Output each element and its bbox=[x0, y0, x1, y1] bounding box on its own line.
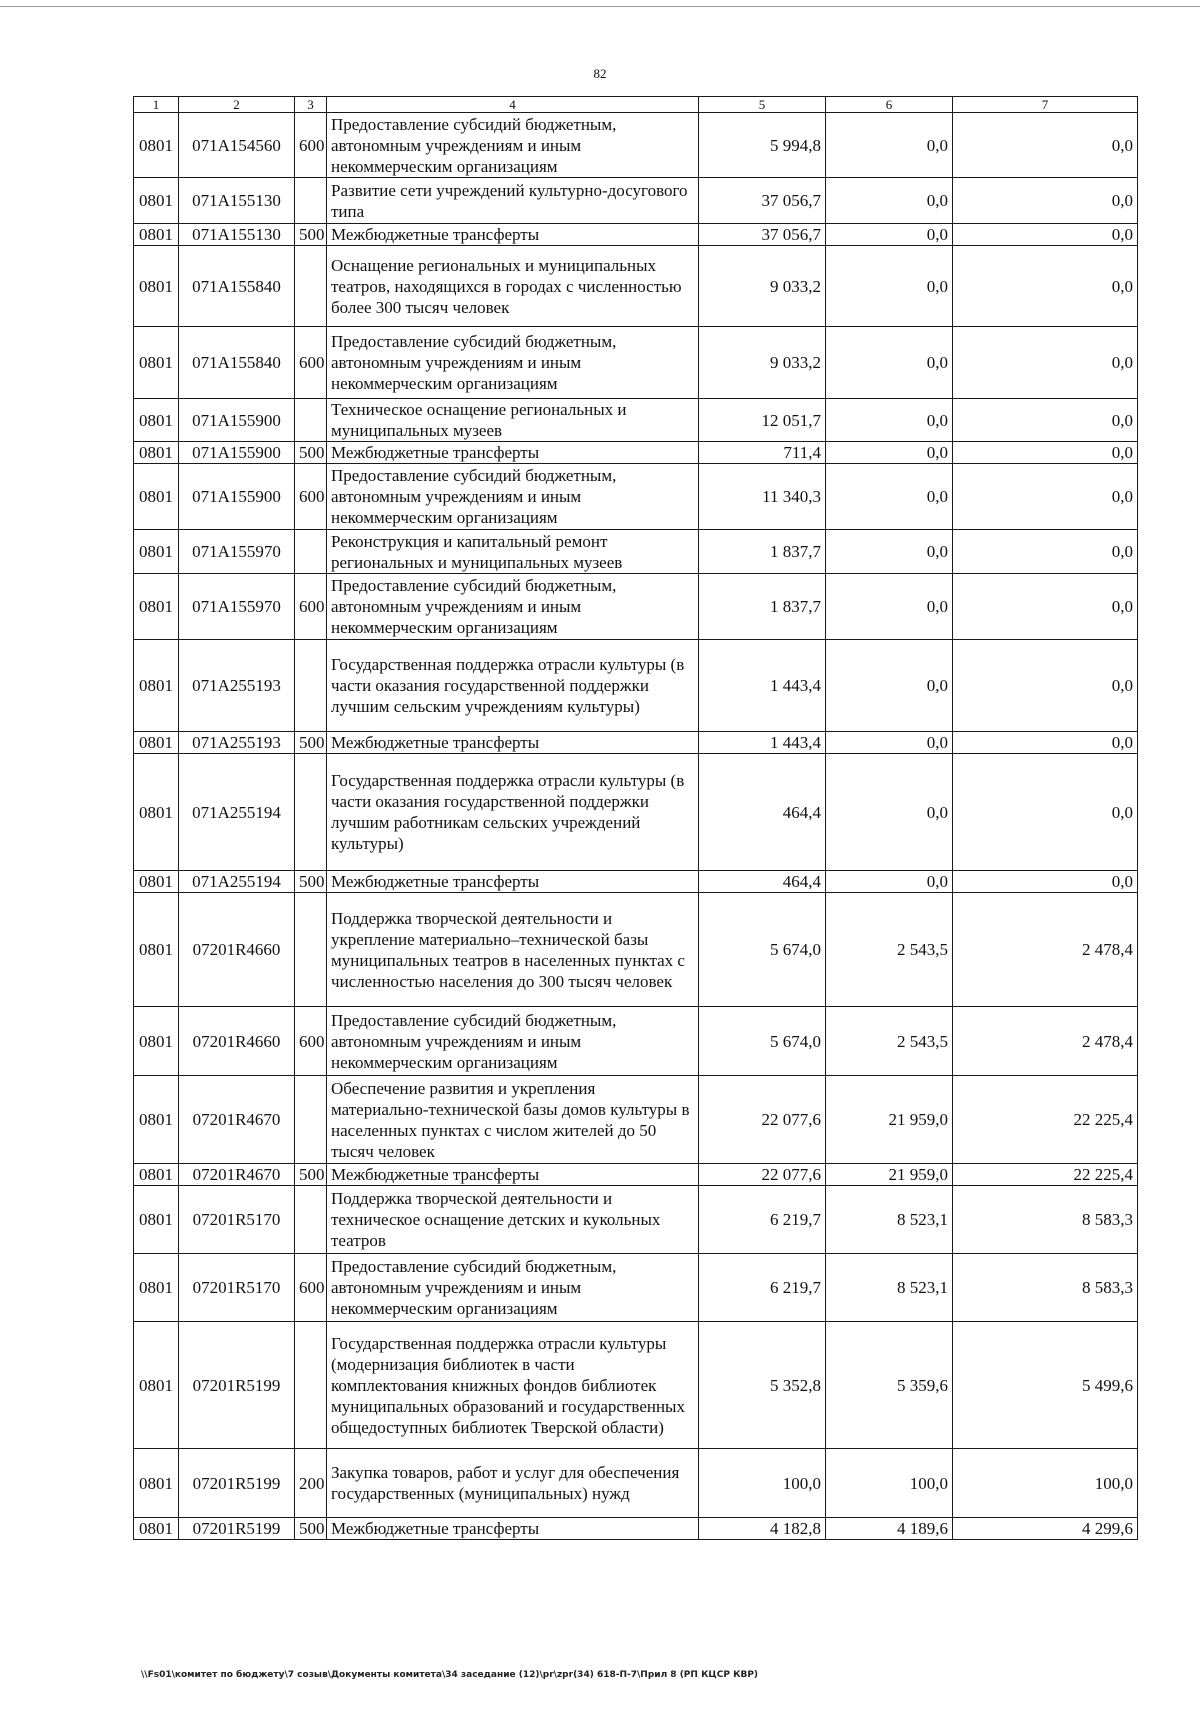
table-row bbox=[134, 178, 1138, 224]
item-name: Оснащение региональных и муниципальных театров, находящихся в городах с численностью более 300 тысяч человек bbox=[327, 246, 699, 327]
item-name: Межбюджетные трансферты bbox=[327, 1164, 699, 1186]
amount-year-2: 0,0 bbox=[826, 399, 953, 442]
item-name: Межбюджетные трансферты bbox=[327, 224, 699, 246]
amount-year-1: 1 443,4 bbox=[699, 732, 826, 754]
expense-type-code: 500 bbox=[295, 732, 327, 754]
item-name: Поддержка творческой деятельности и укрепление материально–технической базы муниципальных театров в населенных пунктах с численностью населения до 300 тысяч человек bbox=[327, 893, 699, 1007]
expense-type-code bbox=[295, 893, 327, 1007]
amount-year-1: 6 219,7 bbox=[699, 1254, 826, 1322]
amount-year-2: 21 959,0 bbox=[826, 1076, 953, 1164]
amount-year-2: 5 359,6 bbox=[826, 1322, 953, 1449]
expense-type-code: 500 bbox=[295, 1164, 327, 1186]
section-code: 0801 bbox=[134, 1518, 179, 1540]
expense-type-code: 500 bbox=[295, 1518, 327, 1540]
table-row bbox=[134, 640, 1138, 732]
amount-year-2: 0,0 bbox=[826, 464, 953, 530]
item-name: Реконструкция и капитальный ремонт региональных и муниципальных музеев bbox=[327, 530, 699, 574]
amount-year-1: 4 182,8 bbox=[699, 1518, 826, 1540]
column-header: 5 bbox=[699, 97, 826, 113]
amount-year-1: 5 674,0 bbox=[699, 893, 826, 1007]
amount-year-2: 0,0 bbox=[826, 327, 953, 399]
amount-year-3: 0,0 bbox=[953, 871, 1138, 893]
amount-year-2: 0,0 bbox=[826, 113, 953, 178]
target-article-code: 071A155130 bbox=[179, 224, 295, 246]
table-row bbox=[134, 246, 1138, 327]
table-row bbox=[134, 1164, 1138, 1186]
amount-year-1: 464,4 bbox=[699, 871, 826, 893]
table-row bbox=[134, 1518, 1138, 1540]
amount-year-2: 0,0 bbox=[826, 530, 953, 574]
section-code: 0801 bbox=[134, 113, 179, 178]
item-name: Техническое оснащение региональных и муниципальных музеев bbox=[327, 399, 699, 442]
amount-year-3: 0,0 bbox=[953, 754, 1138, 871]
section-code: 0801 bbox=[134, 574, 179, 640]
section-code: 0801 bbox=[134, 893, 179, 1007]
item-name: Межбюджетные трансферты bbox=[327, 1518, 699, 1540]
target-article-code: 071A255194 bbox=[179, 754, 295, 871]
amount-year-3: 22 225,4 bbox=[953, 1164, 1138, 1186]
section-code: 0801 bbox=[134, 871, 179, 893]
amount-year-2: 8 523,1 bbox=[826, 1254, 953, 1322]
item-name: Развитие сети учреждений культурно-досугового типа bbox=[327, 178, 699, 224]
expense-type-code: 600 bbox=[295, 464, 327, 530]
item-name: Межбюджетные трансферты bbox=[327, 732, 699, 754]
target-article-code: 071A255194 bbox=[179, 871, 295, 893]
column-header: 2 bbox=[179, 97, 295, 113]
expense-type-code bbox=[295, 640, 327, 732]
amount-year-1: 100,0 bbox=[699, 1449, 826, 1518]
expense-type-code bbox=[295, 1322, 327, 1449]
table-row bbox=[134, 574, 1138, 640]
section-code: 0801 bbox=[134, 1322, 179, 1449]
item-name: Предоставление субсидий бюджетным, автономным учреждениям и иным некоммерческим организациям bbox=[327, 1007, 699, 1076]
table-row bbox=[134, 224, 1138, 246]
expense-type-code: 200 bbox=[295, 1449, 327, 1518]
amount-year-3: 2 478,4 bbox=[953, 1007, 1138, 1076]
amount-year-1: 5 674,0 bbox=[699, 1007, 826, 1076]
section-code: 0801 bbox=[134, 399, 179, 442]
table-row bbox=[134, 871, 1138, 893]
budget-table bbox=[133, 96, 1138, 1540]
section-code: 0801 bbox=[134, 246, 179, 327]
item-name: Закупка товаров, работ и услуг для обеспечения государственных (муниципальных) нужд bbox=[327, 1449, 699, 1518]
expense-type-code: 500 bbox=[295, 442, 327, 464]
expense-type-code bbox=[295, 1076, 327, 1164]
target-article-code: 071A255193 bbox=[179, 732, 295, 754]
section-code: 0801 bbox=[134, 178, 179, 224]
file-path-footer: \\Fs01\комитет по бюджету\7 созыв\Документы комитета\34 заседание (12)\pr\zpr(34) 618-П-7\Прил 8 (РП КЦСР КВР) bbox=[141, 1670, 759, 1680]
amount-year-3: 0,0 bbox=[953, 178, 1138, 224]
section-code: 0801 bbox=[134, 1449, 179, 1518]
amount-year-1: 1 837,7 bbox=[699, 574, 826, 640]
amount-year-3: 0,0 bbox=[953, 464, 1138, 530]
item-name: Предоставление субсидий бюджетным, автономным учреждениям и иным некоммерческим организациям bbox=[327, 574, 699, 640]
table-row bbox=[134, 1007, 1138, 1076]
item-name: Предоставление субсидий бюджетным, автономным учреждениям и иным некоммерческим организациям bbox=[327, 1254, 699, 1322]
amount-year-2: 8 523,1 bbox=[826, 1186, 953, 1254]
expense-type-code: 500 bbox=[295, 871, 327, 893]
section-code: 0801 bbox=[134, 1007, 179, 1076]
expense-type-code bbox=[295, 246, 327, 327]
expense-type-code bbox=[295, 399, 327, 442]
column-header: 3 bbox=[295, 97, 327, 113]
amount-year-3: 0,0 bbox=[953, 224, 1138, 246]
target-article-code: 071A155840 bbox=[179, 246, 295, 327]
amount-year-2: 0,0 bbox=[826, 754, 953, 871]
amount-year-3: 0,0 bbox=[953, 442, 1138, 464]
target-article-code: 071A155900 bbox=[179, 399, 295, 442]
table-row bbox=[134, 442, 1138, 464]
amount-year-3: 0,0 bbox=[953, 574, 1138, 640]
section-code: 0801 bbox=[134, 224, 179, 246]
expense-type-code: 600 bbox=[295, 327, 327, 399]
target-article-code: 071A155970 bbox=[179, 574, 295, 640]
target-article-code: 07201R4670 bbox=[179, 1164, 295, 1186]
target-article-code: 071A155840 bbox=[179, 327, 295, 399]
amount-year-2: 0,0 bbox=[826, 246, 953, 327]
amount-year-1: 1 837,7 bbox=[699, 530, 826, 574]
amount-year-1: 22 077,6 bbox=[699, 1076, 826, 1164]
amount-year-2: 2 543,5 bbox=[826, 893, 953, 1007]
amount-year-1: 9 033,2 bbox=[699, 246, 826, 327]
page-number: 82 bbox=[593, 66, 607, 81]
amount-year-2: 0,0 bbox=[826, 178, 953, 224]
table-row bbox=[134, 1322, 1138, 1449]
item-name: Предоставление субсидий бюджетным, автономным учреждениям и иным некоммерческим организациям bbox=[327, 464, 699, 530]
item-name: Государственная поддержка отрасли культуры (модернизация библиотек в части комплектования книжных фондов библиотек муниципальных образований и государственных общедоступных библиотек Тверской области) bbox=[327, 1322, 699, 1449]
table-row bbox=[134, 1254, 1138, 1322]
expense-type-code bbox=[295, 1186, 327, 1254]
item-name: Обеспечение развития и укрепления материально-технической базы домов культуры в населенных пунктах с числом жителей до 50 тысяч человек bbox=[327, 1076, 699, 1164]
item-name: Межбюджетные трансферты bbox=[327, 871, 699, 893]
top-rule bbox=[0, 6, 1200, 7]
table-row bbox=[134, 754, 1138, 871]
expense-type-code: 600 bbox=[295, 1254, 327, 1322]
amount-year-2: 0,0 bbox=[826, 871, 953, 893]
target-article-code: 07201R5199 bbox=[179, 1322, 295, 1449]
item-name: Государственная поддержка отрасли культуры (в части оказания государственной поддержки лучшим работникам сельских учреждений культуры) bbox=[327, 754, 699, 871]
amount-year-1: 12 051,7 bbox=[699, 399, 826, 442]
table-row bbox=[134, 893, 1138, 1007]
amount-year-2: 0,0 bbox=[826, 640, 953, 732]
table-row bbox=[134, 1186, 1138, 1254]
table-row bbox=[134, 1076, 1138, 1164]
column-header: 7 bbox=[953, 97, 1138, 113]
target-article-code: 071A155900 bbox=[179, 464, 295, 530]
table-row bbox=[134, 464, 1138, 530]
section-code: 0801 bbox=[134, 327, 179, 399]
expense-type-code: 600 bbox=[295, 1007, 327, 1076]
column-header: 1 bbox=[134, 97, 179, 113]
expense-type-code: 500 bbox=[295, 224, 327, 246]
amount-year-3: 0,0 bbox=[953, 246, 1138, 327]
section-code: 0801 bbox=[134, 464, 179, 530]
amount-year-2: 4 189,6 bbox=[826, 1518, 953, 1540]
amount-year-2: 100,0 bbox=[826, 1449, 953, 1518]
table-row bbox=[134, 399, 1138, 442]
amount-year-3: 0,0 bbox=[953, 327, 1138, 399]
amount-year-1: 37 056,7 bbox=[699, 178, 826, 224]
amount-year-1: 5 352,8 bbox=[699, 1322, 826, 1449]
amount-year-3: 8 583,3 bbox=[953, 1254, 1138, 1322]
amount-year-3: 100,0 bbox=[953, 1449, 1138, 1518]
amount-year-2: 0,0 bbox=[826, 732, 953, 754]
section-code: 0801 bbox=[134, 1186, 179, 1254]
section-code: 0801 bbox=[134, 442, 179, 464]
target-article-code: 07201R5170 bbox=[179, 1254, 295, 1322]
section-code: 0801 bbox=[134, 732, 179, 754]
section-code: 0801 bbox=[134, 530, 179, 574]
column-header: 6 bbox=[826, 97, 953, 113]
target-article-code: 071A155900 bbox=[179, 442, 295, 464]
item-name: Предоставление субсидий бюджетным, автономным учреждениям и иным некоммерческим организациям bbox=[327, 327, 699, 399]
column-header: 4 bbox=[327, 97, 699, 113]
amount-year-1: 37 056,7 bbox=[699, 224, 826, 246]
item-name: Поддержка творческой деятельности и техническое оснащение детских и кукольных театров bbox=[327, 1186, 699, 1254]
section-code: 0801 bbox=[134, 1254, 179, 1322]
amount-year-3: 22 225,4 bbox=[953, 1076, 1138, 1164]
expense-type-code bbox=[295, 178, 327, 224]
section-code: 0801 bbox=[134, 1076, 179, 1164]
amount-year-3: 0,0 bbox=[953, 640, 1138, 732]
amount-year-3: 5 499,6 bbox=[953, 1322, 1138, 1449]
amount-year-1: 464,4 bbox=[699, 754, 826, 871]
amount-year-1: 11 340,3 bbox=[699, 464, 826, 530]
amount-year-3: 0,0 bbox=[953, 399, 1138, 442]
amount-year-3: 4 299,6 bbox=[953, 1518, 1138, 1540]
item-name: Предоставление субсидий бюджетным, автономным учреждениям и иным некоммерческим организациям bbox=[327, 113, 699, 178]
amount-year-3: 0,0 bbox=[953, 530, 1138, 574]
amount-year-1: 6 219,7 bbox=[699, 1186, 826, 1254]
table-row bbox=[134, 1449, 1138, 1518]
amount-year-2: 2 543,5 bbox=[826, 1007, 953, 1076]
amount-year-1: 1 443,4 bbox=[699, 640, 826, 732]
amount-year-1: 5 994,8 bbox=[699, 113, 826, 178]
target-article-code: 07201R4670 bbox=[179, 1076, 295, 1164]
amount-year-3: 0,0 bbox=[953, 113, 1138, 178]
target-article-code: 07201R5199 bbox=[179, 1449, 295, 1518]
target-article-code: 07201R4660 bbox=[179, 1007, 295, 1076]
section-code: 0801 bbox=[134, 1164, 179, 1186]
target-article-code: 071A155130 bbox=[179, 178, 295, 224]
section-code: 0801 bbox=[134, 754, 179, 871]
target-article-code: 07201R5170 bbox=[179, 1186, 295, 1254]
amount-year-1: 9 033,2 bbox=[699, 327, 826, 399]
section-code: 0801 bbox=[134, 640, 179, 732]
amount-year-3: 0,0 bbox=[953, 732, 1138, 754]
expense-type-code bbox=[295, 530, 327, 574]
table-row bbox=[134, 113, 1138, 178]
table-row bbox=[134, 327, 1138, 399]
table-row bbox=[134, 732, 1138, 754]
target-article-code: 071A155970 bbox=[179, 530, 295, 574]
amount-year-3: 8 583,3 bbox=[953, 1186, 1138, 1254]
target-article-code: 071A255193 bbox=[179, 640, 295, 732]
item-name: Межбюджетные трансферты bbox=[327, 442, 699, 464]
expense-type-code: 600 bbox=[295, 574, 327, 640]
amount-year-3: 2 478,4 bbox=[953, 893, 1138, 1007]
amount-year-2: 21 959,0 bbox=[826, 1164, 953, 1186]
amount-year-1: 22 077,6 bbox=[699, 1164, 826, 1186]
amount-year-2: 0,0 bbox=[826, 574, 953, 640]
amount-year-2: 0,0 bbox=[826, 224, 953, 246]
item-name: Государственная поддержка отрасли культуры (в части оказания государственной поддержки лучшим сельским учреждениям культуры) bbox=[327, 640, 699, 732]
table-row bbox=[134, 530, 1138, 574]
column-number-header bbox=[134, 97, 1138, 113]
amount-year-1: 711,4 bbox=[699, 442, 826, 464]
target-article-code: 07201R5199 bbox=[179, 1518, 295, 1540]
expense-type-code bbox=[295, 754, 327, 871]
target-article-code: 071A154560 bbox=[179, 113, 295, 178]
target-article-code: 07201R4660 bbox=[179, 893, 295, 1007]
amount-year-2: 0,0 bbox=[826, 442, 953, 464]
expense-type-code: 600 bbox=[295, 113, 327, 178]
